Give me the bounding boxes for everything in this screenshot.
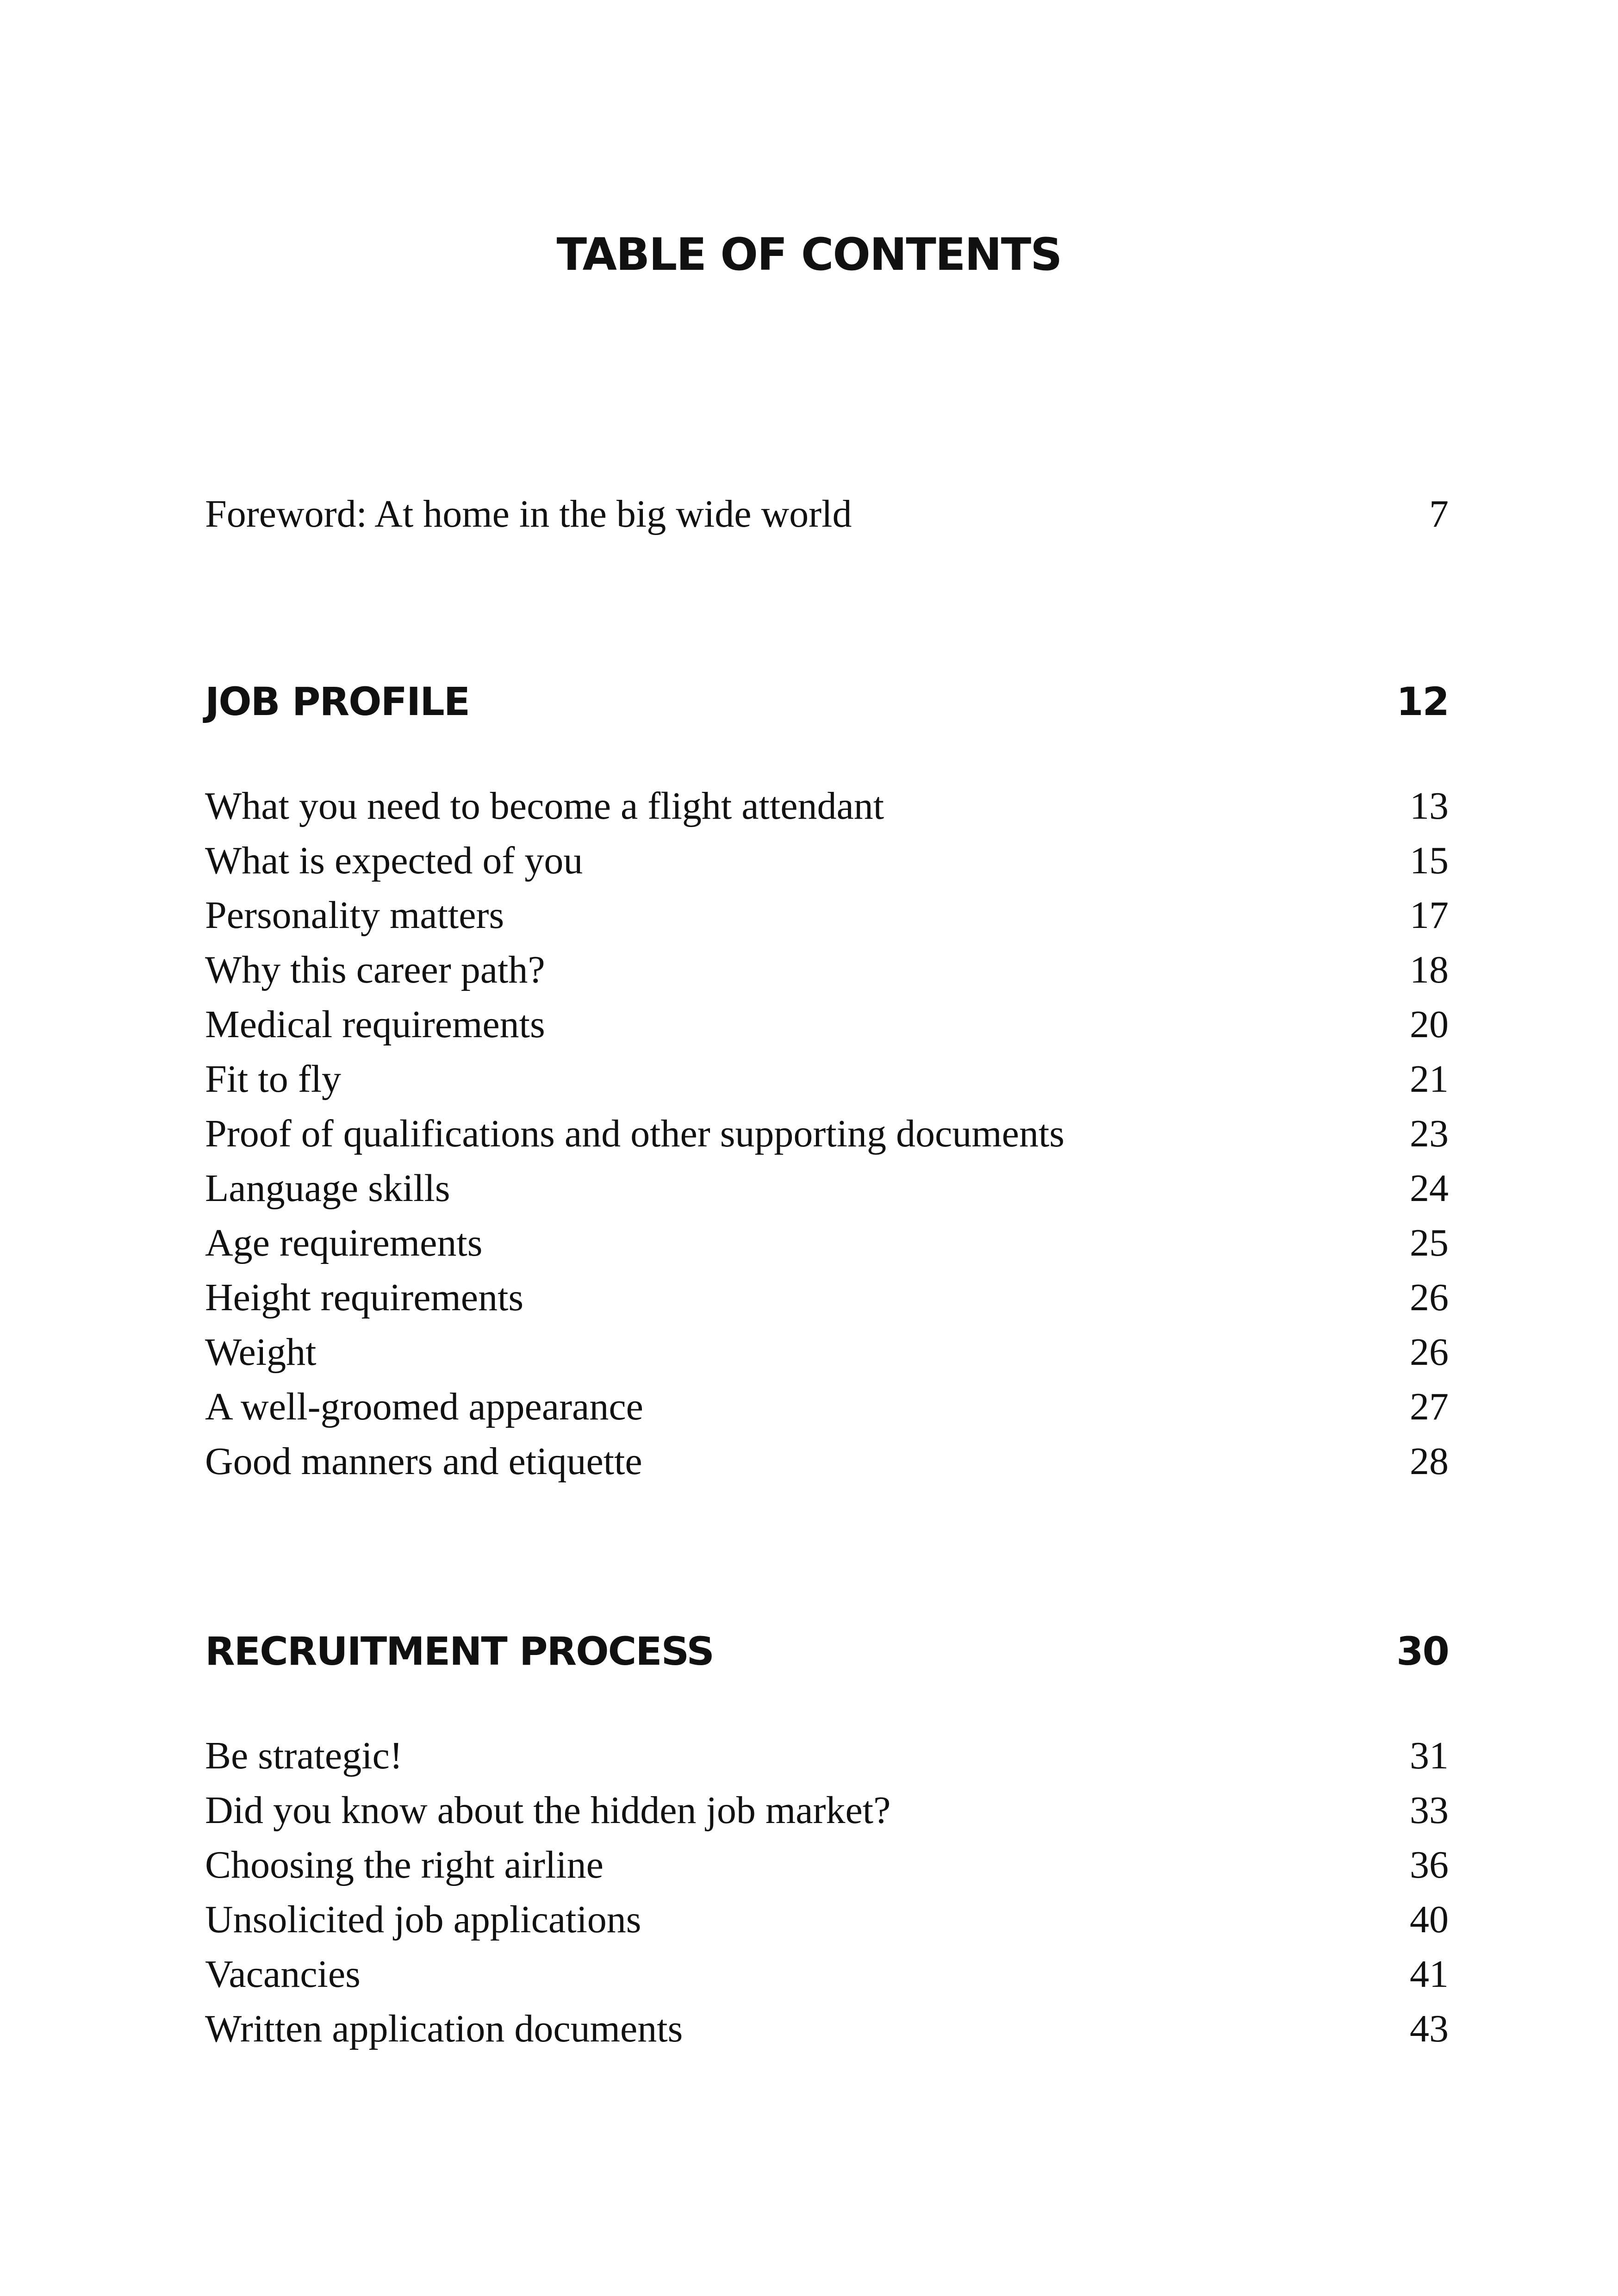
toc-entry-label: Be strategic! xyxy=(205,1734,403,1777)
toc-entry[interactable] xyxy=(205,943,1449,997)
toc-entry[interactable] xyxy=(205,779,1449,834)
toc-entry[interactable] xyxy=(205,1947,1449,2002)
section-heading-recruitment-process[interactable] xyxy=(205,1624,1449,1679)
toc-entry[interactable] xyxy=(205,1380,1449,1434)
toc-entry-page: 25 xyxy=(1410,1221,1449,1264)
toc-entry-page: 36 xyxy=(1410,1843,1449,1886)
toc-entry-page: 27 xyxy=(1410,1385,1449,1428)
toc-entry-label: What you need to become a flight attendant xyxy=(205,784,884,828)
toc-entry-label: What is expected of you xyxy=(205,839,583,882)
toc-entry-page: 18 xyxy=(1410,948,1449,991)
toc-entry-label: Language skills xyxy=(205,1167,450,1210)
toc-entry-foreword[interactable] xyxy=(205,487,1449,541)
toc-entry[interactable] xyxy=(205,834,1449,888)
toc-entry-label: A well-groomed appearance xyxy=(205,1385,643,1428)
toc-entry-page: 20 xyxy=(1410,1003,1449,1046)
toc-entry-page: 31 xyxy=(1410,1734,1449,1777)
toc-entry-label: Written application documents xyxy=(205,2007,683,2050)
toc-entry-label: Vacancies xyxy=(205,1953,361,1996)
toc-entry[interactable] xyxy=(205,1434,1449,1489)
toc-entry-label: Did you know about the hidden job market? xyxy=(205,1789,891,1832)
toc-entry-label: Personality matters xyxy=(205,894,504,937)
toc-entry[interactable] xyxy=(205,1270,1449,1325)
toc-entry-label: Unsolicited job applications xyxy=(205,1898,641,1941)
section-heading-page: 12 xyxy=(1396,679,1449,724)
toc-entry-page: 26 xyxy=(1410,1331,1449,1374)
section-heading-label: RECRUITMENT PROCESS xyxy=(205,1629,714,1674)
toc-entry-page: 33 xyxy=(1410,1789,1449,1832)
toc-entry[interactable] xyxy=(205,888,1449,943)
toc-entry-page: 21 xyxy=(1410,1058,1449,1101)
toc-entry-label: Choosing the right airline xyxy=(205,1843,604,1886)
toc-entry-label: Age requirements xyxy=(205,1221,483,1264)
toc-entry-page: 43 xyxy=(1410,2007,1449,2050)
toc-entry-label: Fit to fly xyxy=(205,1058,342,1101)
section-heading-label: JOB PROFILE xyxy=(205,679,470,724)
toc-entry-page: 40 xyxy=(1410,1898,1449,1941)
toc-entry-label: Proof of qualifications and other supporting documents xyxy=(205,1112,1064,1155)
toc-entry[interactable] xyxy=(205,1325,1449,1380)
toc-entry[interactable] xyxy=(205,1892,1449,1947)
toc-entry-page: 7 xyxy=(1429,492,1449,535)
toc-entry-label: Good manners and etiquette xyxy=(205,1440,642,1483)
toc-entry-label: Medical requirements xyxy=(205,1003,545,1046)
toc-entry-label: Why this career path? xyxy=(205,948,545,991)
section-heading-job-profile[interactable] xyxy=(205,674,1449,729)
toc-entry-label: Weight xyxy=(205,1331,317,1374)
toc-entry-page: 26 xyxy=(1410,1276,1449,1319)
toc-entry[interactable] xyxy=(205,997,1449,1052)
toc-entry[interactable] xyxy=(205,1052,1449,1107)
toc-entry[interactable] xyxy=(205,2002,1449,2056)
toc-entry-page: 24 xyxy=(1410,1167,1449,1210)
page-title: TABLE OF CONTENTS xyxy=(556,229,1062,280)
toc-entry-label: Foreword: At home in the big wide world xyxy=(205,492,852,535)
section-heading-page: 30 xyxy=(1396,1629,1449,1674)
toc-entry-page: 13 xyxy=(1410,784,1449,828)
toc-entry[interactable] xyxy=(205,1216,1449,1270)
toc-entry[interactable] xyxy=(205,1161,1449,1216)
toc-entry-page: 28 xyxy=(1410,1440,1449,1483)
toc-entry[interactable] xyxy=(205,1729,1449,1783)
toc-entry[interactable] xyxy=(205,1783,1449,1838)
toc-entry[interactable] xyxy=(205,1838,1449,1892)
toc-entry[interactable] xyxy=(205,1107,1449,1161)
toc-entry-page: 41 xyxy=(1410,1953,1449,1996)
toc-entry-page: 15 xyxy=(1410,839,1449,882)
toc-entry-page: 23 xyxy=(1410,1112,1449,1155)
toc-entry-page: 17 xyxy=(1410,894,1449,937)
toc-entry-label: Height requirements xyxy=(205,1276,524,1319)
